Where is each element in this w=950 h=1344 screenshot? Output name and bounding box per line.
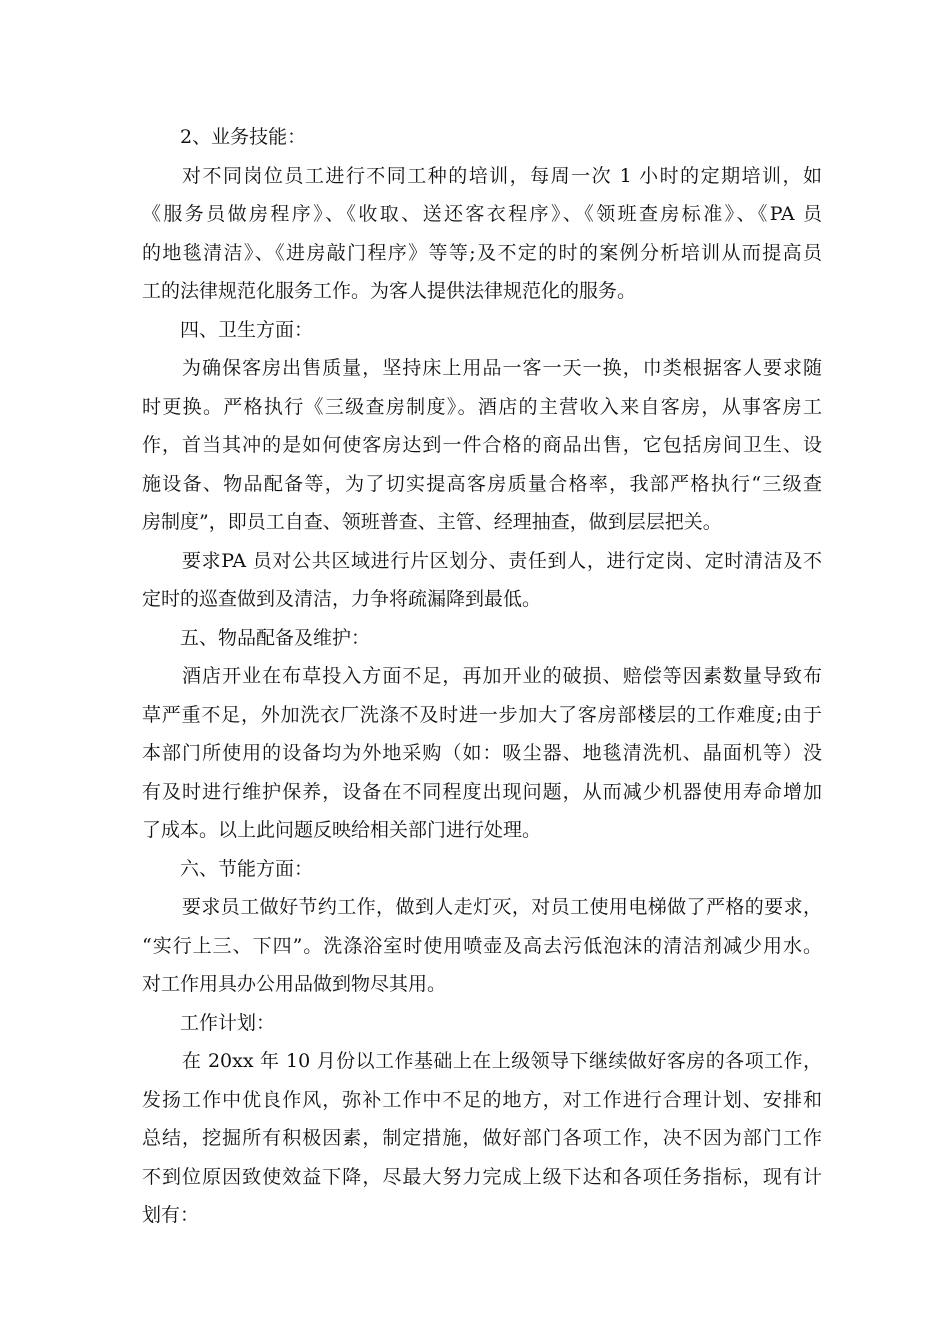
text-line: 的地毯清洁》、《进房敲门程序》等等;及不定的时的案例分析培训从而提高员	[142, 241, 822, 264]
para-work-plan	[142, 1042, 822, 1235]
text-line: 有及时进行维护保养，设备在不同程度出现问题，从而减少机器使用寿命增加	[142, 780, 822, 803]
text-line: 划有：	[142, 1204, 200, 1226]
text-line: 酒店开业在布草投入方面不足，再加开业的破损、赔偿等因素数量导致布	[182, 665, 822, 687]
text-line: 要求PA 员对公共区域进行片区划分、责任到人，进行定岗、定时清洁及不	[182, 549, 822, 572]
heading-hygiene: 四、卫生方面：	[180, 318, 314, 341]
text-line: 要求员工做好节约工作，做到人走灯灭，对员工使用电梯做了严格的要求，	[182, 896, 822, 918]
text-line: 房制度”，即员工自查、领班普查、主管、经理抽查，做到层层把关。	[142, 511, 722, 533]
para-hygiene-2	[142, 542, 822, 619]
text-line: 发扬工作中优良作风，弥补工作中不足的地方，对工作进行合理计划、安排和	[142, 1088, 822, 1111]
text-line: 对工作用具办公用品做到物尽其用。	[142, 973, 447, 995]
text-line: 草严重不足，外加洗衣厂洗涤不及时进一步加大了客房部楼层的工作难度;由于	[142, 703, 822, 726]
heading-supplies: 五、物品配备及维护：	[180, 626, 371, 649]
text-line: 不到位原因致使效益下降，尽最大努力完成上级下达和各项任务指标，现有计	[142, 1165, 822, 1188]
para-business-skills	[142, 157, 822, 311]
text-line: 为确保客房出售质量，坚持床上用品一客一天一换，巾类根据客人要求随	[182, 357, 822, 379]
para-supplies	[142, 657, 822, 850]
text-line: 施设备、物品配备等，为了切实提高客房质量合格率，我部严格执行“三级查	[142, 472, 822, 495]
text-line: 《服务员做房程序》、《收取、送还客衣程序》、《领班查房标准》、《PA 员	[142, 203, 822, 225]
text-line: 时更换。严格执行《三级查房制度》。酒店的主营收入来自客房，从事客房工	[142, 395, 822, 418]
text-line: 本部门所使用的设备均为外地采购（如：吸尘器、地毯清洗机、晶面机等）没	[142, 742, 822, 764]
heading-work-plan: 工作计划：	[180, 1011, 276, 1034]
text-line: 对不同岗位员工进行不同工种的培训，每周一次 1 小时的定期培训，如	[182, 164, 822, 187]
text-line: 作，首当其冲的是如何使客房达到一件合格的商品出售，它包括房间卫生、设	[142, 434, 822, 456]
para-energy	[142, 888, 822, 1004]
heading-business-skills: 2、业务技能：	[180, 126, 307, 148]
text-line: “实行上三、下四”。洗涤浴室时使用喷壶及高去污低泡沫的清洁剂减少用水。	[142, 934, 822, 957]
text-line: 总结，挖掘所有积极因素，制定措施，做好部门各项工作，决不因为部门工作	[142, 1127, 822, 1149]
text-line: 定时的巡查做到及清洁，力争将疏漏降到最低。	[142, 588, 542, 610]
document-page	[142, 118, 822, 1235]
heading-energy: 六、节能方面：	[180, 857, 314, 880]
text-line: 在 20xx 年 10 月份以工作基础上在上级领导下继续做好客房的各项工作，	[182, 1050, 822, 1072]
para-hygiene-1	[142, 349, 822, 542]
text-line: 工的法律规范化服务工作。为客人提供法律规范化的服务。	[142, 280, 637, 302]
text-line: 了成本。以上此问题反映给相关部门进行处理。	[142, 819, 542, 841]
